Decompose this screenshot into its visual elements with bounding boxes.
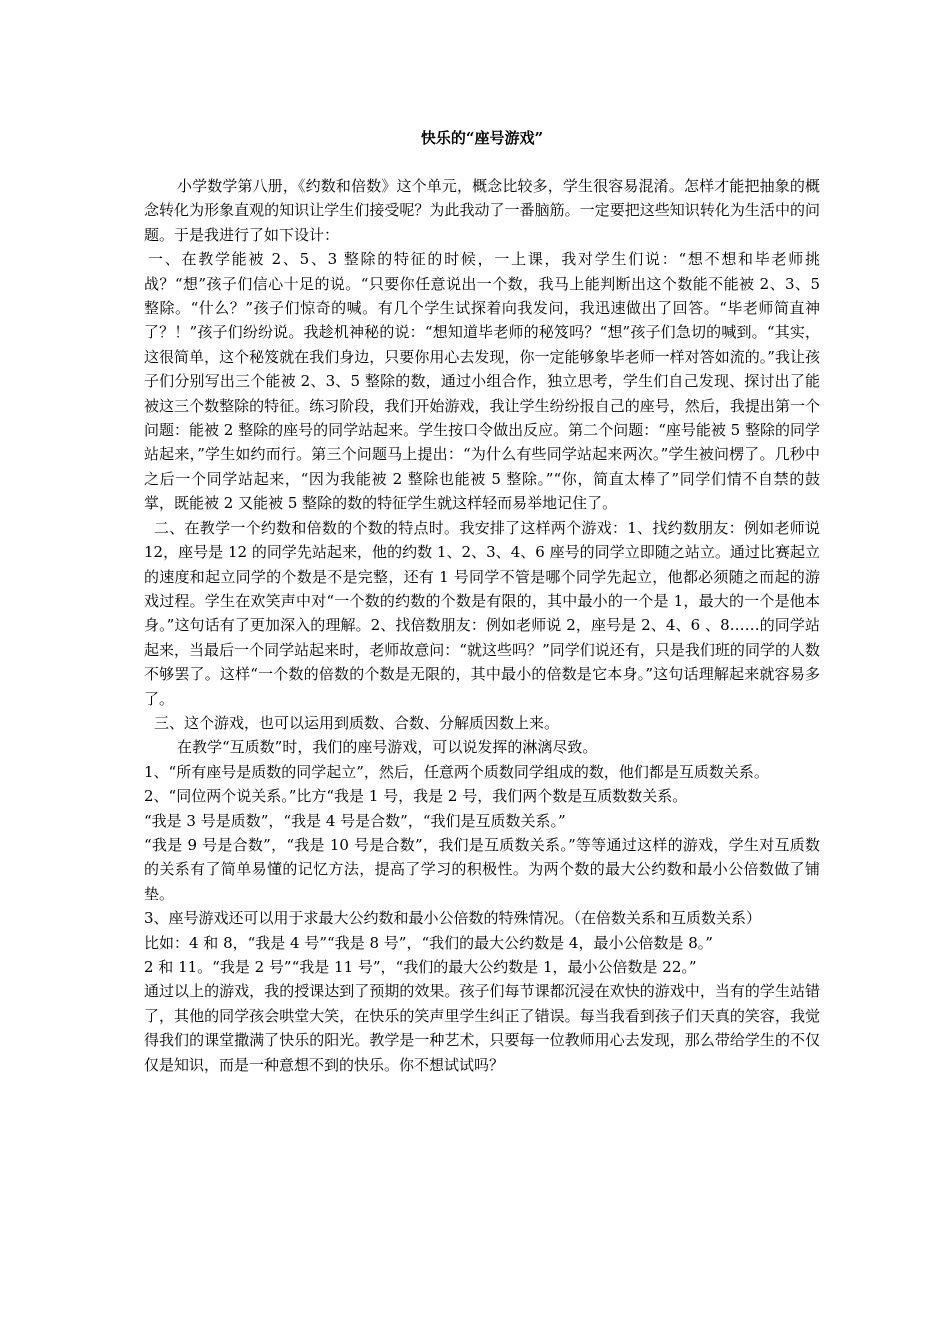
document-title: 快乐的“座号游戏” (420, 129, 544, 147)
paragraph: 三、这个游戏，也可以运用到质数、合数、分解质因数上来。 (154, 713, 560, 732)
paragraph: 一、在教学能被 2、5、3 整除的特征的时候，一上课，我对学生们说：“想不想和毕老师挑战？“想”孩子们信心十足的说。“只要你任意说出一个数，我马上能判断出这个数能不能被 2、3、5 整除。“什么？”孩子们惊奇的喊。有几个学生试探着向我发问，我迅速做出了回答。“毕老师简直神了？！”孩子们纷纷说。我趁机神秘的说：“想知道毕老师的秘笈吗？“想”孩子们急切的喊到。“其实，这很简单，这个秘笈就在我们身边，只要你用心去发现，你一定能够象毕老师一样对答如流的。”我让孩子们分别写出三个能被 2、3、5 整除的数，通过小组合作，独立思考，学生们自己发现、探讨出了能被这三个数整除的特征。练习阶段，我们开始游戏，我让学生纷纷报自己的座号，然后，我提出第一个问题：能被 2 整除的座号的同学站起来。学生按口令做出反应。第二个问题：“座号能被 5 整除的同学站起来，”学生如约而行。第三个问题马上提出：“为什么有些同学站起来两次。”学生被问楞了。几秒中之后一个同学站起来，“因为我能被 2 整除也能被 5 整除。”“你，简直太棒了”同学们情不自禁的鼓掌，既能被 2 又能被 5 整除的数的特征学生就这样轻而易举地记住了。 (144, 250, 820, 513)
paragraph: 比如：4 和 8，“我是 4 号”“我是 8 号”，“我们的最大公约数是 4，最小公倍数是 8。” (144, 933, 713, 952)
paragraph: 二、在教学一个约数和倍数的个数的特点时。我安排了这样两个游戏：1、找约数朋友：例如老师说 12，座号是 12 的同学先站起来，他的约数 1、2、3、4、6 座号的同学立即随之站立。通过比赛起立的速度和起立同学的个数是不是完整，还有 1 号同学不管是哪个同学先起立，他都必须随之而起的游戏过程。学生在欢笑声中对“一个数的约数的个数是有限的，其中最小的一个是 1，最大的一个是他本身。”这句话有了更加深入的理解。2、找倍数朋友：例如老师说 2，座号是 2、4、6 、8……的同学站起来，当最后一个同学站起来时，老师故意问：“就这些吗？”同学们说还有，只是我们班的同学的人数不够罢了。这样“一个数的倍数的个数是无限的，其中最小的倍数是它本身。”这句话理解起来就容易多了。 (144, 518, 820, 708)
paragraph: 2、“同位两个说关系。”比方“我是 1 号，我是 2 号，我们两个数是互质数数关系。 (144, 787, 688, 806)
paragraph: “我是 9 号是合数”，“我是 10 号是合数”，我们是互质数关系。”等等通过这样的游戏，学生对互质数的关系有了简单易懂的记忆方法，提高了学习的积极性。为两个数的最大公约数和最小公倍数做了铺垫。 (144, 835, 820, 903)
paragraph: 在教学“互质数”时，我们的座号游戏，可以说发挥的淋漓尽致。 (177, 738, 598, 757)
paragraph: 3、座号游戏还可以用于求最大公约数和最小公倍数的特殊情况。（在倍数关系和互质数关系） (144, 909, 762, 928)
paragraph: 1、“所有座号是质数的同学起立”，然后，任意两个质数同学组成的数，他们都是互质数关系。 (144, 762, 769, 781)
document-body (144, 174, 820, 1077)
paragraph: 通过以上的游戏，我的授课达到了预期的效果。孩子们每节课都沉浸在欢快的游戏中，当有的学生站错了，其他的同学孩会哄堂大笑，在快乐的笑声里学生纠正了错误。每当我看到孩子们天真的笑容，我觉得我们的课堂撒满了快乐的阳光。教学是一种艺术，只要每一位教师用心去发现，那么带给学生的不仅仅是知识，而是一种意想不到的快乐。你不想试试吗？ (144, 982, 820, 1074)
paragraph: “我是 3 号是质数”，“我是 4 号是合数”，“我们是互质数关系。” (144, 811, 566, 830)
paragraph: 小学数学第八册，《约数和倍数》这个单元，概念比较多，学生很容易混淆。怎样才能把抽象的概念转化为形象直观的知识让学生们接受呢？为此我动了一番脑筋。一定要把这些知识转化为生活中的问题。于是我进行了如下设计： (144, 177, 820, 244)
paragraph: 2 和 11。“我是 2 号”“我是 11 号”，“我们的最大公约数是 1，最小公倍数是 22。” (144, 958, 697, 976)
